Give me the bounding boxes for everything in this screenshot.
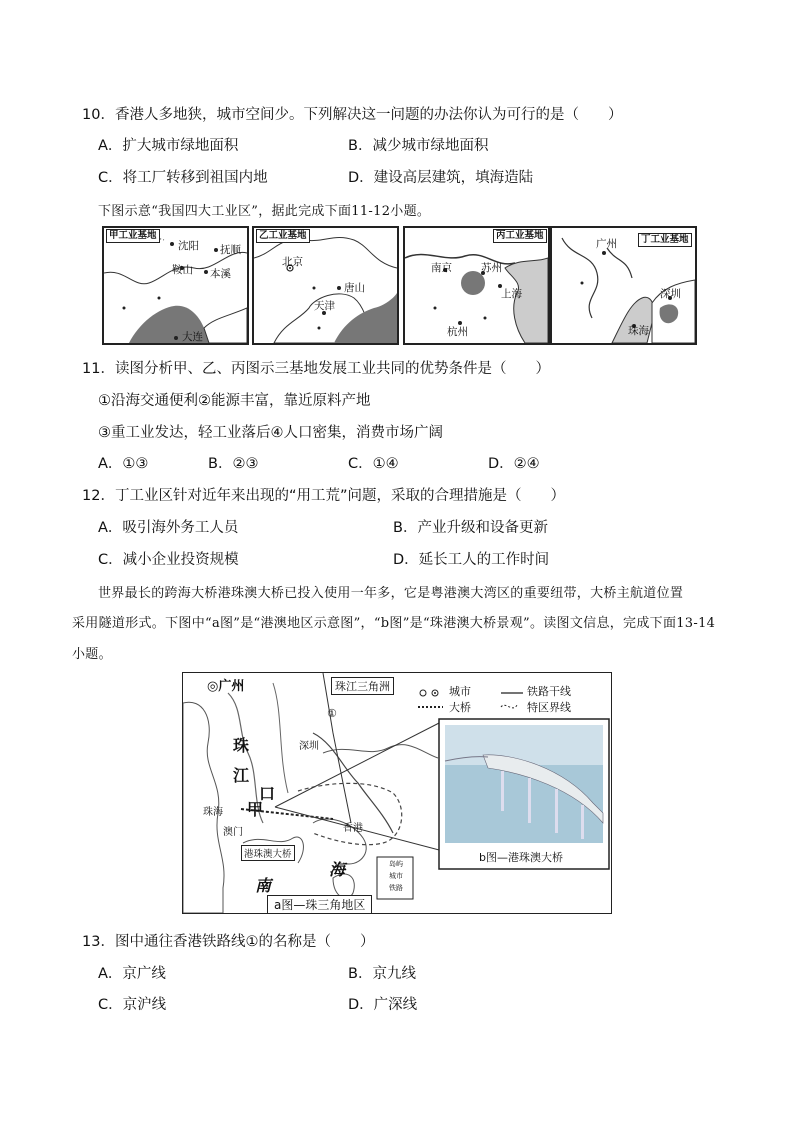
map-bing-label: 丙工业基地 [493,229,547,243]
city-benxi: 本溪 [210,268,231,280]
city-suzhou: 苏州 [481,262,502,274]
city-shenzhen: 深圳 [660,288,681,300]
fig-hai: 海 [329,860,346,879]
map-yi [252,226,399,345]
q13-stem: 13．图中通往香港铁路线①的名称是（ ） [82,934,375,950]
map-bing [403,226,550,345]
q10-option-a: A．扩大城市绿地面积 [98,138,239,154]
intro-13-14-line2: 采用隧道形式。下图中“a图”是“港澳地区示意图”，“b图”是“珠港澳大桥景观”。读图文信息，完成下面13-14 [72,616,716,631]
q11-line1: ①沿海交通便利②能源丰富，靠近原料产地 [98,393,371,409]
city-guangzhou: 广州 [596,238,617,250]
map-ding [550,226,697,345]
legend-bridge: 大桥 [449,701,471,714]
fig-shenzhen: 深圳 [299,741,319,752]
figure-pearl-river-delta [182,672,612,914]
city-dalian: 大连 [182,331,203,343]
city-hangzhou: 杭州 [447,326,468,338]
q13-option-d: D．广深线 [348,997,418,1013]
map-yi-drawing [254,228,397,343]
map-yi-label: 乙工业基地 [256,229,310,243]
small-legend-island: 岛屿 [389,860,403,868]
fig-jia: 甲 [247,800,264,819]
fig-rail-number: ① [327,707,337,720]
fig-a-caption: a图—珠三角地区 [267,895,372,914]
fig-bridge-box: 港珠澳大桥 [241,845,295,861]
q10-option-c: C．将工厂转移到祖国内地 [98,170,268,186]
map-bing-drawing [405,228,548,343]
q13-option-c: C．京沪线 [98,997,167,1013]
city-nanjing: 南京 [431,262,452,274]
city-tangshan: 唐山 [344,282,365,294]
fig-macao: 澳门 [223,827,243,838]
q12-option-a: A．吸引海外务工人员 [98,520,239,536]
city-anshan: 鞍山 [172,264,193,276]
city-beijing: 北京 [282,256,303,268]
intro-13-14-line3: 小题。 [72,647,112,662]
q12-option-d: D．延长工人的工作时间 [393,552,550,568]
q10-option-d: D．建设高层建筑，填海造陆 [348,170,534,186]
map-jia-label: 甲工业基地 [106,229,160,243]
q10-stem: 10．香港人多地狭，城市空间少。下列解决这一问题的办法你认为可行的是（ ） [82,107,623,123]
city-shanghai: 上海 [501,288,522,300]
small-legend-city: 城市 [389,872,403,880]
fig-nan: 南 [255,876,272,895]
q13-option-b: B．京九线 [348,966,416,982]
legend-city: 城市 [449,685,471,698]
small-legend-rail: 铁路 [389,884,403,892]
q11-option-b: B．②③ [208,456,259,472]
fig-river-char-2: 江 [233,766,250,785]
intro-13-14-line1: 世界最长的跨海大桥港珠澳大桥已投入使用一年多，它是粤港澳大湾区的重要纽带，大桥主航道位置 [98,586,684,601]
intro-11-12: 下图示意“我国四大工业区”，据此完成下面11-12小题。 [98,204,431,219]
q10-option-b: B．减少城市绿地面积 [348,138,489,154]
q11-option-a: A．①③ [98,456,149,472]
fig-hongkong: 香港 [343,823,363,834]
q11-line2: ③重工业发达，轻工业落后④人口密集，消费市场广阔 [98,425,443,441]
q11-option-c: C．①④ [348,456,399,472]
fig-river-char-3: 口 [259,784,276,803]
q12-stem: 12．丁工业区针对近年来出现的“用工荒”问题，采取的合理措施是（ ） [82,488,565,504]
fig-zhuhai: 珠海 [203,807,223,818]
q12-option-c: C．减小企业投资规模 [98,552,239,568]
q11-option-d: D．②④ [488,456,540,472]
fig-title-box: 珠江三角洲 [331,677,394,695]
legend-rail: 铁路干线 [527,685,571,698]
legend-sar: 特区界线 [527,701,571,714]
city-fushun: 抚顺 [220,244,241,256]
q13-option-a: A．京广线 [98,966,166,982]
q11-stem: 11．读图分析甲、乙、丙图示三基地发展工业共同的优势条件是（ ） [82,361,550,377]
city-shenyang: 沈阳 [178,240,199,252]
fig-guangzhou: ◎广州 [207,679,245,694]
fig-b-caption: b图—港珠澳大桥 [479,851,563,864]
city-tianjin: 天津 [314,300,335,312]
city-zhuhai: 珠海 [628,325,649,337]
map-jia [102,226,249,345]
map-ding-label: 丁工业基地 [638,233,692,247]
q12-option-b: B．产业升级和设备更新 [393,520,548,536]
fig-river-char-1: 珠 [233,736,250,755]
